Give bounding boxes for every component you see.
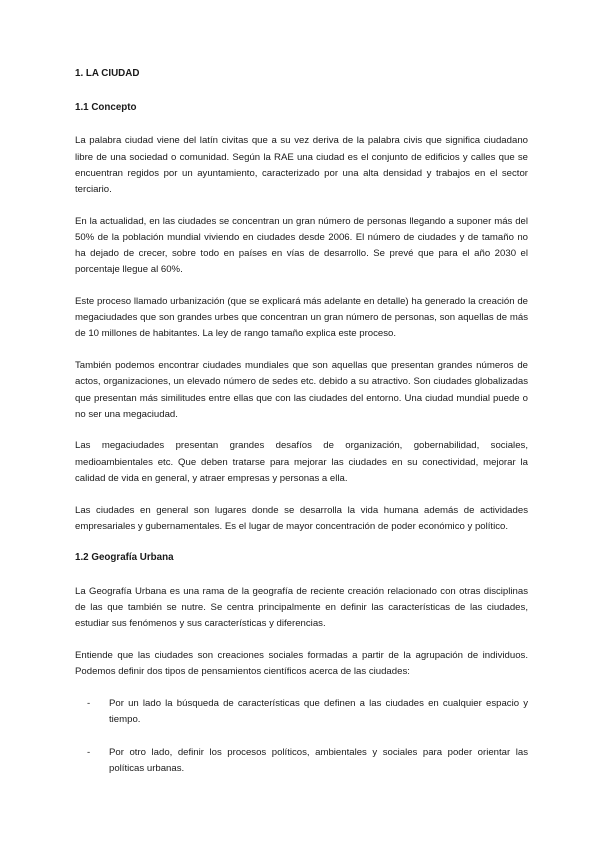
dash-bullet: -: [87, 697, 91, 709]
paragraph: La palabra ciudad viene del latín civitas que a su vez deriva de la palabra civis que significa ciudadano libre de una sociedad o comunidad. Según la RAE una ciudad es el conjunto de edificios y calles que se encuentran regidos por un ayuntamiento, caracterizado por una alta densidad y trabajos en el sector terciario.: [75, 135, 528, 196]
paragraph: Las megaciudades presentan grandes desafíos de organización, gobernabilidad, sociales, medioambientales etc. Que deben tratarse para mejorar las ciudades en su conectividad, mejorar la calidad de vida en general, y atraer empresas y personas a ella.: [75, 440, 528, 484]
list-item: [75, 696, 528, 728]
paragraph: Este proceso llamado urbanización (que se explicará más adelante en detalle) ha generado la creación de megaciudades que son grandes urbes que concentran un gran número de personas, son aquellas de más de 10 millones de habitantes. La ley de rango tamaño explica este proceso.: [75, 296, 528, 340]
document-page: [75, 66, 528, 795]
bullet-list: [75, 696, 528, 778]
list-item-text: Por un lado la búsqueda de características que definen a las ciudades en cualquier espacio y tiempo.: [109, 697, 528, 725]
dash-bullet: -: [87, 747, 91, 759]
paragraph: Las ciudades en general son lugares donde se desarrolla la vida humana además de actividades empresariales y gubernamentales. Es el lugar de mayor concentración de poder económico y político.: [75, 504, 528, 532]
section-heading-geografia-urbana: 1.2 Geografía Urbana: [75, 552, 174, 564]
list-item: [75, 745, 528, 777]
section-heading-concepto: 1.1 Concepto: [75, 102, 137, 114]
paragraph: También podemos encontrar ciudades mundiales que son aquellas que presentan grandes números de actos, organizaciones, un elevado número de sedes etc. debido a su atractivo. Son ciudades globalizadas que presentan más similitudes entre ellas que con las ciudades del entorno. Una ciudad mundial puede o no ser una megaciudad.: [75, 360, 528, 420]
paragraph: En la actualidad, en las ciudades se concentran un gran número de personas llegando a suponer más del 50% de la población mundial viviendo en ciudades desde 2006. El número de ciudades y de tamaño no ha dejado de crecer, sobre todo en países en vías de desarrollo. Se prevé que para el año 2030 el porcentaje llegue al 60%.: [75, 215, 528, 276]
list-item-text: Por otro lado, definir los procesos políticos, ambientales y sociales para poder orientar las políticas urbanas.: [109, 747, 528, 775]
paragraph: Entiende que las ciudades son creaciones sociales formadas a partir de la agrupación de individuos. Podemos definir dos tipos de pensamientos científicos acerca de las ciudades:: [75, 649, 528, 677]
paragraph: La Geografía Urbana es una rama de la geografía de reciente creación relacionado con otras disciplinas de las que también se nutre. Se centra principalmente en definir las características de las ciudades, estudiar sus fenómenos y sus características y diferencias.: [75, 585, 528, 630]
chapter-heading: 1. LA CIUDAD: [75, 68, 140, 79]
